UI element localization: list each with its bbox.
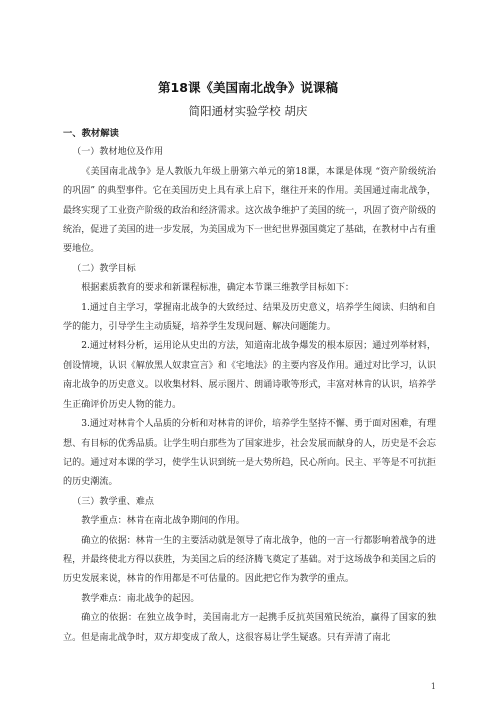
paragraph: 2.通过材料分析，运用论从史出的方法，知道南北战争爆发的根本原因；通过列举材料，创设情境，认识《解放黑人奴隶宣言》和《宅地法》的主要内容及作用。通过对比学习，认识南北战争的历史意义。以收集材料、展示图片、朗诵诗歌等形式，丰富对林肯的认识，培养学生正确评价历史人物的能力。 [63, 341, 436, 410]
paragraph: 根据素质教育的要求和新课程标准，确定本节课三维教学目标如下： [81, 283, 355, 294]
paragraph: 1.通过自主学习，掌握南北战争的大致经过、结果及历史意义，培养学生阅读、归纳和自学的能力，引导学生主动质疑，培养学生发现问题、解决问题能力。 [63, 302, 436, 333]
page-number: 1 [430, 682, 436, 691]
paragraph: 《美国南北战争》是人教版九年级上册第六单元的第18课，本课是体现 “资产阶级统治的巩固” 的典型事件。它在美国历史上具有承上启下，继往开来的作用。美国通过南北战争，最终实现了工业资产阶级的政治和经济需求。这次战争维护了美国的统一，巩固了资产阶级的统治，促进了美国的进一步发展，为美国成为下一世纪世界强国奠定了基础，在教材中占有重要地位。 [63, 166, 436, 255]
section-heading: 一、教材解读 [63, 128, 119, 139]
document-body [63, 124, 436, 648]
paragraph: 确立的依据：林肯一生的主要活动就是领导了南北战争，他的一言一行都影响着战争的进程，并最终使北方得以获胜，为美国之后的经济腾飞奠定了基础。对于这场战争和美国之后的历史发展来说，林肯的作用都是不可估量的。因此把它作为教学的重点。 [63, 535, 436, 585]
paragraph: 3.通过对林肯个人品质的分析和对林肯的评价，培养学生坚持不懈、勇于面对困难，有理想、有目标的优秀品质。让学生明白那些为了国家进步，社会发展而献身的人，历史是不会忘记的。通过对本课的学习，使学生认识到统一是大势所趋，民心所向。民主、平等是不可抗拒的历史潮流。 [63, 419, 436, 488]
subsection-heading: （二）教学目标 [72, 263, 136, 274]
author-line: 简阳通材实验学校 胡庆 [188, 104, 308, 118]
paragraph: 确立的依据：在独立战争时，美国南北方一起携手反抗英国殖民统治，赢得了国家的独立。但是南北战争时，双方却变成了敌人，这很容易让学生疑惑。只有弄清了南北 [63, 613, 436, 643]
paragraph: 教学重点：林肯在南北战争期间的作用。 [81, 516, 245, 527]
subsection-heading: （一）教材地位及作用 [72, 147, 164, 158]
paragraph: 教学难点：南北战争的起因。 [81, 593, 200, 604]
document-title: 第18课《美国南北战争》说课稿 [158, 80, 338, 95]
subsection-heading: （三）教学重、难点 [72, 496, 154, 507]
